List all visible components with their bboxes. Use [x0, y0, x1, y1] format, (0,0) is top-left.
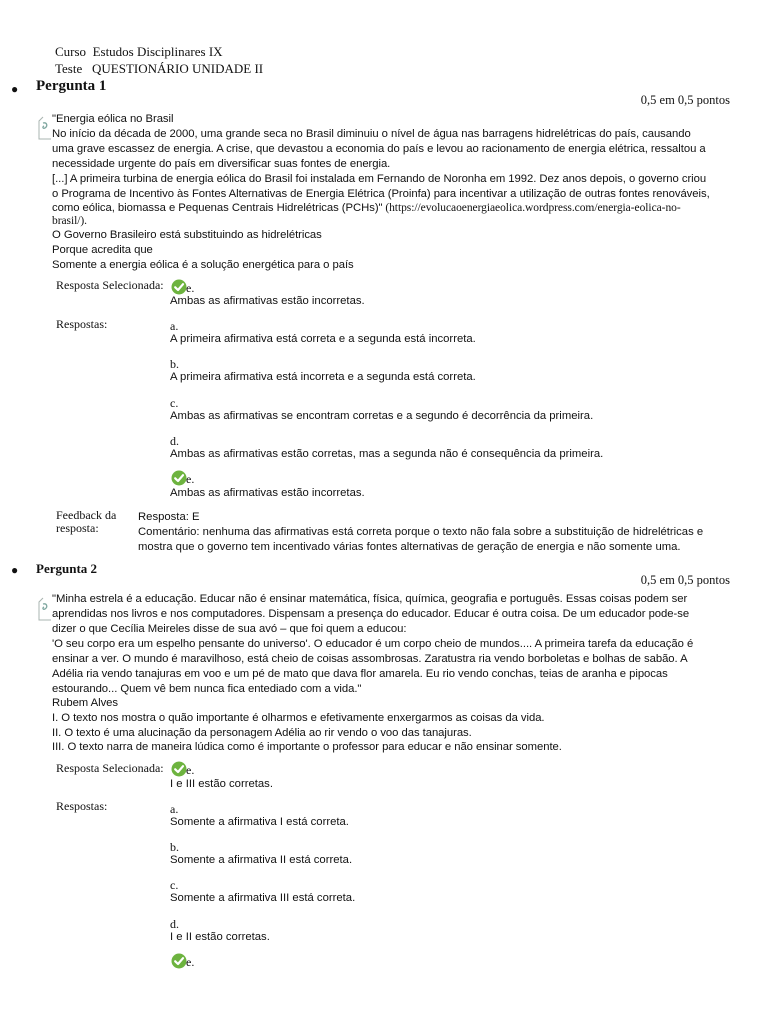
test-label: Teste — [55, 61, 83, 76]
question-2-author: Rubem Alves — [52, 697, 119, 709]
answers-label: Respostas: — [56, 317, 108, 331]
question-1-line: necessidade urgente do país em diversificar suas fontes de energia. — [52, 158, 391, 170]
test-row — [55, 61, 263, 77]
feedback-label: resposta: — [56, 521, 99, 535]
option-text: Somente a afirmativa I está correta. — [170, 816, 349, 828]
option-letter: d. — [170, 917, 179, 931]
course-value: Estudos Disciplinares IX — [92, 44, 223, 59]
question-2-statement: III. O texto narra de maneira lúdica como é importante o professor para educar e não ensinar somente. — [52, 741, 562, 753]
check-icon — [171, 279, 187, 295]
check-icon — [171, 470, 187, 486]
option-text: Ambas as afirmativas se encontram corretas e a segundo é decorrência da primeira. — [170, 410, 594, 422]
option-text: I e II estão corretas. — [170, 931, 270, 943]
option-text: Ambas as afirmativas estão corretas, mas a segunda não é consequência da primeira. — [170, 448, 604, 460]
course-label: Curso — [55, 44, 87, 59]
option-text: A primeira afirmativa está correta e a segunda está incorreta. — [170, 333, 476, 345]
feedback-answer: Resposta: E — [138, 511, 200, 523]
option-letter: c. — [170, 396, 179, 410]
option-letter: b. — [170, 840, 179, 854]
bullet-icon: ● — [11, 82, 19, 96]
check-icon — [171, 953, 187, 969]
selected-answer-text: I e III estão corretas. — [170, 778, 273, 790]
question-2-line: estourando... Quem vê bem nunca fica entediado com a vida." — [52, 683, 362, 695]
document-icon — [38, 116, 52, 140]
option-letter: b. — [170, 357, 179, 371]
selected-answer-label: Resposta Selecionada: — [56, 278, 164, 292]
test-value: QUESTIONÁRIO UNIDADE II — [92, 61, 264, 76]
selected-answer-text: Ambas as afirmativas estão incorretas. — [170, 295, 365, 307]
option-letter: e. — [186, 955, 195, 969]
question-2-statement: II. O texto é uma alucinação da personagem Adélia ao rir vendo o voo das tanajuras. — [52, 727, 472, 739]
check-icon — [171, 761, 187, 777]
option-text: Ambas as afirmativas estão incorretas. — [170, 487, 365, 499]
question-2-score: 0,5 em 0,5 pontos — [640, 573, 730, 587]
question-1-title: Pergunta 1 — [36, 78, 107, 94]
question-1-line: o Programa de Incentivo às Fontes Alternativas de Energia Elétrica (Proinfa) para incentivar a utilização de outras fontes renováveis, — [52, 188, 710, 200]
option-letter: a. — [170, 802, 179, 816]
question-2-line: ensinar a ver. O mundo é maravilhoso, está cheio de coisas assombrosas. Zaratustra ria vendo borboletas e bolhas de sabão. A — [52, 653, 688, 665]
option-text: A primeira afirmativa está incorreta e a segunda está correta. — [170, 371, 476, 383]
selected-answer-letter: e. — [186, 281, 195, 295]
source-url: (https://evolucaoenergiaeolica.wordpress.com/energia-eolica-no- — [382, 202, 681, 214]
feedback-comment: Comentário: nenhuma das afirmativas está correta porque o texto não fala sobre a substituição de hidrelétricas e — [138, 526, 704, 538]
question-2-line: Adélia ria vendo tanajuras em voo e um pé de mato que dava flor amarela. Eu rio vendo conchas, teias de aranha e pipocas — [52, 668, 668, 680]
source-url-end: brasil/). — [52, 215, 87, 227]
statement-2: Somente a energia eólica é a solução energética para o país — [52, 259, 354, 271]
selected-answer-label: Resposta Selecionada: — [56, 761, 164, 775]
course-row — [55, 44, 223, 60]
option-letter: c. — [170, 878, 179, 892]
question-1-line: "Energia eólica no Brasil — [52, 113, 174, 125]
question-2-title: Pergunta 2 — [36, 561, 98, 576]
question-1-line: No início da década de 2000, uma grande seca no Brasil diminuiu o nível de água nas barragens hidrelétricas do país, causando — [52, 128, 691, 140]
option-letter: a. — [170, 319, 179, 333]
question-1-score: 0,5 em 0,5 pontos — [640, 93, 730, 107]
answers-label: Respostas: — [56, 799, 108, 813]
option-text: Somente a afirmativa III está correta. — [170, 892, 356, 904]
option-letter: e. — [186, 472, 195, 486]
question-2-line: dizer o que Cecília Meireles disse de sua avó – que foi quem a educou: — [52, 623, 407, 635]
bullet-icon: ● — [11, 563, 19, 577]
question-1-line-text: como eólica, biomassa e Pequenas Centrais Hidrelétricas (PCHs)" — [52, 202, 383, 214]
option-text: Somente a afirmativa II está correta. — [170, 854, 353, 866]
option-letter: d. — [170, 434, 179, 448]
question-1-line — [52, 201, 681, 216]
question-1-line: [...] A primeira turbina de energia eólica do Brasil foi instalada em Fernando de Noronha em 1992. Dez anos depois, o governo criou — [52, 173, 707, 185]
question-1-line: uma grave escassez de energia. A crise, que devastou a economia do país e levou ao racionamento de energia elétrica, ressaltou a — [52, 143, 706, 155]
question-2-line: 'O seu corpo era um espelho pensante do universo'. O educador é um corpo cheio de mundos.... A primeira tarefa da educação é — [52, 638, 694, 650]
question-2-line: aprendidas nos livros e nos computadores. Dispensam a presença do educador. Educar é outra coisa. De um educador pode-se — [52, 608, 690, 620]
question-2-line: "Minha estrela é a educação. Educar não é ensinar matemática, física, química, geografia e português. Essas coisas podem ser — [52, 593, 688, 605]
selected-answer-letter: e. — [186, 763, 195, 777]
feedback-label: Feedback da — [56, 508, 117, 522]
document-icon — [38, 597, 52, 621]
connector-text: Porque acredita que — [52, 244, 153, 256]
feedback-comment: mostra que o governo tem incentivado várias fontes alternativas de geração de energia e não somente uma. — [138, 541, 681, 553]
statement-1: O Governo Brasileiro está substituindo as hidrelétricas — [52, 229, 322, 241]
question-2-statement: I. O texto nos mostra o quão importante é olharmos e efetivamente enxergarmos as coisas da vida. — [52, 712, 545, 724]
